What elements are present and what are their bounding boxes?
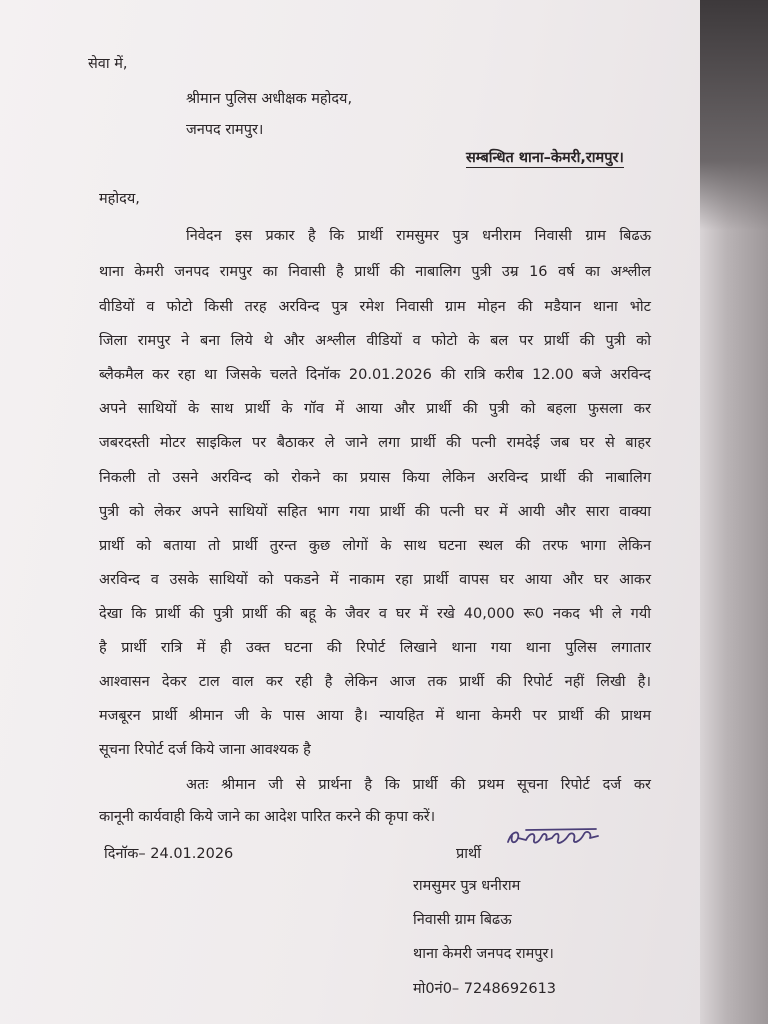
sender-name: रामसुमर पुत्र धनीराम: [413, 878, 521, 894]
body-line: मजबूरन प्रार्थी श्रीमान जी के पास आया है। न्यायहित में थाना केमरी पर प्रार्थी की प्राथम: [99, 708, 651, 724]
body-line: प्रार्थी को बताया तो प्रार्थी तुरन्त कुछ लोगों के साथ घटना स्थल की तरफ भागा लेकिन: [99, 538, 651, 554]
request-line-last: कानूनी कार्यवाही किये जाने का आदेश पारित करने की कृपा करें।: [99, 809, 436, 825]
sender-mobile: मो0नं0– 7248692613: [413, 981, 557, 997]
date-line: दिनॉक– 24.01.2026: [104, 846, 234, 862]
body-line: आश्वासन देकर टाल वाल कर रही है लेकिन आज तक प्रार्थी की रिपोर्ट नहीं लिखी है।: [99, 674, 651, 690]
body-line: अरविन्द व उसके साथियों को पकडने में नाकाम रहा प्रार्थी वापस घर आया और घर आकर: [99, 572, 651, 588]
body-line: निकली तो उसने अरविन्द को रोकने का प्रयास किया लेकिन अरविन्द प्रार्थी की नाबालिग: [99, 470, 651, 486]
recipient-district: जनपद रामपुर।: [186, 122, 264, 138]
salutation-to: सेवा में,: [88, 56, 128, 72]
body-line-last: सूचना रिपोर्ट दर्ज किये जाना आवश्यक है: [99, 742, 311, 758]
applicant-label: प्रार्थी: [456, 846, 482, 862]
body-line: जिला रामपुर ने बना लिये थे और अश्लील वीडियों व फोटो के बल पर प्रार्थी की पुत्री को: [99, 333, 651, 349]
body-line: पुत्री को लेकर अपने साथियों सहित भाग गया प्रार्थी की पत्नी घर में आयी और सारा वाक्या: [99, 504, 651, 520]
request-line: अतः श्रीमान जी से प्रार्थना है कि प्रार्थी की प्रथम सूचना रिपोर्ट दर्ज कर: [186, 777, 651, 793]
background-edge: [700, 0, 768, 1024]
body-line: वीडियों व फोटो किसी तरह अरविन्द पुत्र रमेश निवासी ग्राम मोहन की मडैयान थाना भोट: [99, 299, 651, 315]
body-line: अपने साथियों के साथ प्रार्थी के गॉव में आया और प्रार्थी की पुत्री को बहला फुसला कर: [99, 401, 651, 417]
body-line: देखा कि प्रार्थी की पुत्री प्रार्थी की बहू के जैवर व घर में रखे 40,000 रू0 नकद भी ले गयी: [99, 606, 651, 622]
body-line: ब्लैकमैल कर रहा था जिसके चलते दिनॉक 20.01.2026 की रात्रि करीब 12.00 बजे अरविन्द: [99, 367, 651, 383]
signature: [506, 826, 600, 852]
body-line: थाना केमरी जनपद रामपुर का निवासी है प्रार्थी की नाबालिग पुत्री उम्र 16 वर्ष का अश्लील: [99, 264, 651, 280]
concerned-station-text: सम्बन्धित थाना–केमरी,रामपुर।: [466, 150, 624, 166]
body-line: है प्रार्थी रात्रि में ही उक्त घटना की रिपोर्ट लिखाने थाना गया थाना पुलिस लगातार: [99, 640, 651, 656]
body-line: निवेदन इस प्रकार है कि प्रार्थी रामसुमर पुत्र धनीराम निवासी ग्राम बिढऊ: [186, 228, 651, 244]
concerned-station: [466, 148, 624, 168]
body-line: जबरदस्ती मोटर साइकिल पर बैठाकर ले जाने लगा प्रार्थी की पत्नी रामदेई जब घर से बाहर: [99, 435, 651, 451]
sender-station: थाना केमरी जनपद रामपुर।: [413, 946, 554, 962]
recipient-title: श्रीमान पुलिस अधीक्षक महोदय,: [186, 91, 353, 107]
greeting: महोदय,: [99, 191, 140, 207]
sender-village: निवासी ग्राम बिढऊ: [413, 912, 512, 928]
